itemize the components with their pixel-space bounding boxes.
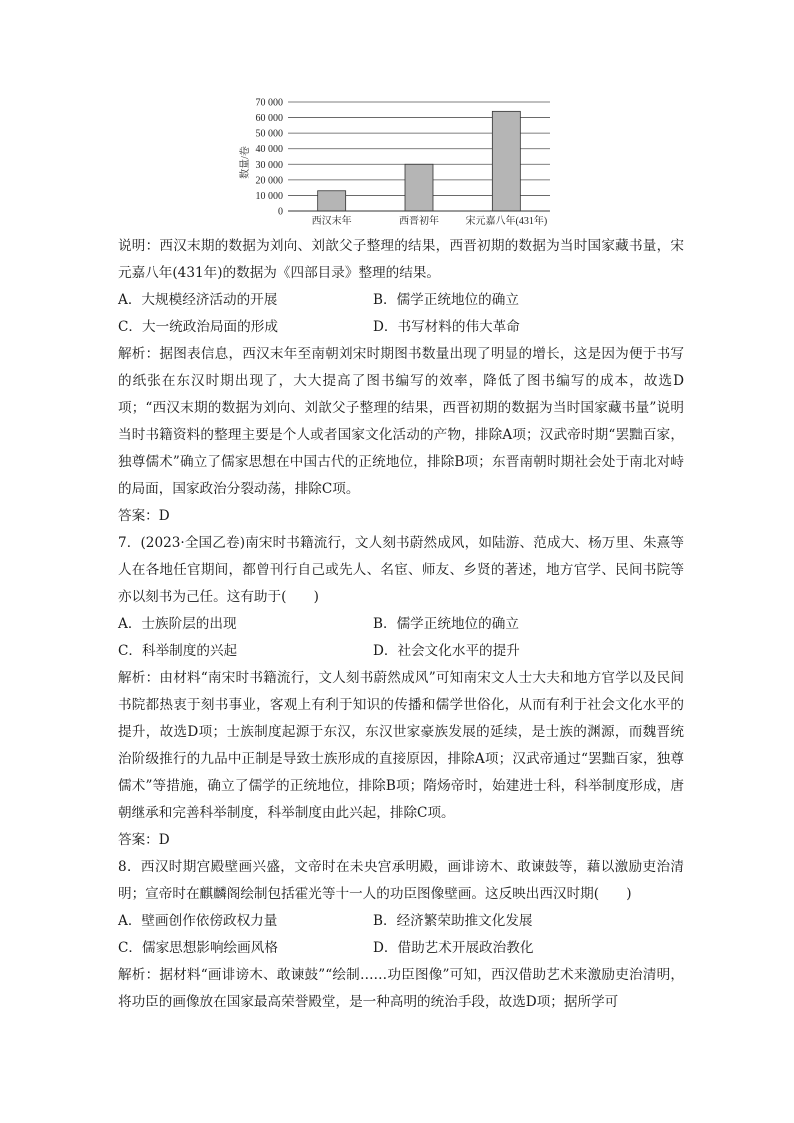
q8-options-row-2 bbox=[118, 935, 684, 962]
q7-options-row-2 bbox=[118, 638, 684, 665]
x-tick-labels bbox=[312, 214, 548, 227]
q6-options-row-1 bbox=[118, 287, 684, 314]
q8-option-d: D．借助艺术开展政治教化 bbox=[373, 940, 534, 956]
q7-option-c: C．科举制度的兴起 bbox=[118, 643, 238, 659]
bar bbox=[318, 191, 346, 211]
y-tick-label: 60 000 bbox=[255, 113, 283, 125]
y-tick-label: 50 000 bbox=[255, 128, 283, 140]
x-tick-label: 西汉末年 bbox=[311, 216, 352, 227]
bars bbox=[318, 111, 521, 211]
y-tick-labels bbox=[256, 98, 284, 218]
bar-chart bbox=[236, 92, 566, 232]
y-axis-label: 数量/卷 bbox=[240, 146, 251, 179]
q7-answer: 答案：D bbox=[118, 832, 170, 848]
q8-option-a: A．壁画创作依傍政权力量 bbox=[118, 913, 278, 929]
y-tick-label: 0 bbox=[278, 206, 283, 218]
bar bbox=[492, 111, 520, 211]
q8-option-c: C．儒家思想影响绘画风格 bbox=[118, 940, 278, 956]
y-tick-label: 20 000 bbox=[255, 175, 283, 187]
q7-option-a: A．士族阶层的出现 bbox=[118, 616, 237, 632]
q8-stem: 8．西汉时期宫殿壁画兴盛，文帝时在未央宫承明殿，画诽谤木、敢谏鼓等，藉以激励吏治清明；宣帝时在麒麟阁绘制包括霍光等十一人的功臣图像壁画。这反映出西汉时期( ) bbox=[118, 859, 684, 902]
y-tick-label: 40 000 bbox=[255, 144, 283, 156]
q7-options-row-1 bbox=[118, 611, 684, 638]
x-tick-label: 宋元嘉八年(431年) bbox=[465, 216, 548, 227]
q6-option-a: A．大规模经济活动的开展 bbox=[118, 292, 278, 308]
q6-analysis: 解析：据图表信息，西汉末年至南朝刘宋时期图书数量出现了明显的增长，这是因为便于书写的纸张在东汉时期出现了，大大提高了图书编写的效率，降低了图书编写的成本，故选D项；“西汉末期的数据为刘向、刘歆父子整理的结果，西晋初期的数据为当时国家藏书量”说明当时书籍资料的整理主要是个人或者国家文化活动的产物，排除A项；汉武帝时期“罢黜百家，独尊儒术”确立了儒家思想在中国古代的正统地位，排除B项；东晋南朝时期社会处于南北对峙的局面，国家政治分裂动荡，排除C项。 bbox=[118, 346, 684, 497]
q8-option-b: B．经济繁荣助推文化发展 bbox=[373, 913, 533, 929]
q8-analysis: 解析：据材料“画诽谤木、敢谏鼓”“绘制……功臣图像”可知，西汉借助艺术来激励吏治清明，将功臣的画像放在国家最高荣誉殿堂，是一种高明的统治手段，故选D项；据所学可 bbox=[118, 967, 684, 1010]
y-tick-label: 10 000 bbox=[255, 190, 283, 202]
q7-stem: 7．(2023·全国乙卷)南宋时书籍流行，文人刻书蔚然成风，如陆游、范成大、杨万里、朱熹等人在各地任官期间，都曾刊行自己或先人、名宦、师友、乡贤的著述，地方官学、民间书院等亦以刻书为己任。这有助于( ) bbox=[118, 535, 684, 605]
question-content bbox=[118, 233, 684, 1016]
q7-option-b: B．儒学正统地位的确立 bbox=[373, 616, 519, 632]
q7-analysis: 解析：由材料“南宋时书籍流行，文人刻书蔚然成风”可知南宋文人士大夫和地方官学以及民间书院都热衷于刻书事业，客观上有利于知识的传播和儒学世俗化，从而有利于社会文化水平的提升，故选D项；士族制度起源于东汉，东汉世家豪族发展的延续，是士族的渊源，而魏晋统治阶级推行的九品中正制是导致士族形成的直接原因，排除A项；汉武帝通过“罢黜百家，独尊儒术”等措施，确立了儒学的正统地位，排除B项；隋炀帝时，始建进士科，科举制度形成，唐朝继承和完善科举制度，科举制度由此兴起，排除C项。 bbox=[118, 670, 684, 821]
y-tick-label: 30 000 bbox=[255, 159, 283, 171]
q6-option-b: B．儒学正统地位的确立 bbox=[373, 292, 519, 308]
q6-option-d: D．书写材料的伟大革命 bbox=[373, 319, 520, 335]
q7-option-d: D．社会文化水平的提升 bbox=[373, 643, 520, 659]
q6-answer: 答案：D bbox=[118, 508, 170, 524]
bar bbox=[405, 164, 433, 211]
q6-options-row-2 bbox=[118, 314, 684, 341]
chart-note: 说明：西汉末期的数据为刘向、刘歆父子整理的结果，西晋初期的数据为当时国家藏书量，宋元嘉八年(431年)的数据为《四部目录》整理的结果。 bbox=[118, 238, 684, 281]
q8-options-row-1 bbox=[118, 908, 684, 935]
x-tick-label: 西晋初年 bbox=[399, 216, 439, 227]
q6-option-c: C．大一统政治局面的形成 bbox=[118, 319, 278, 335]
y-tick-label: 70 000 bbox=[255, 97, 283, 109]
